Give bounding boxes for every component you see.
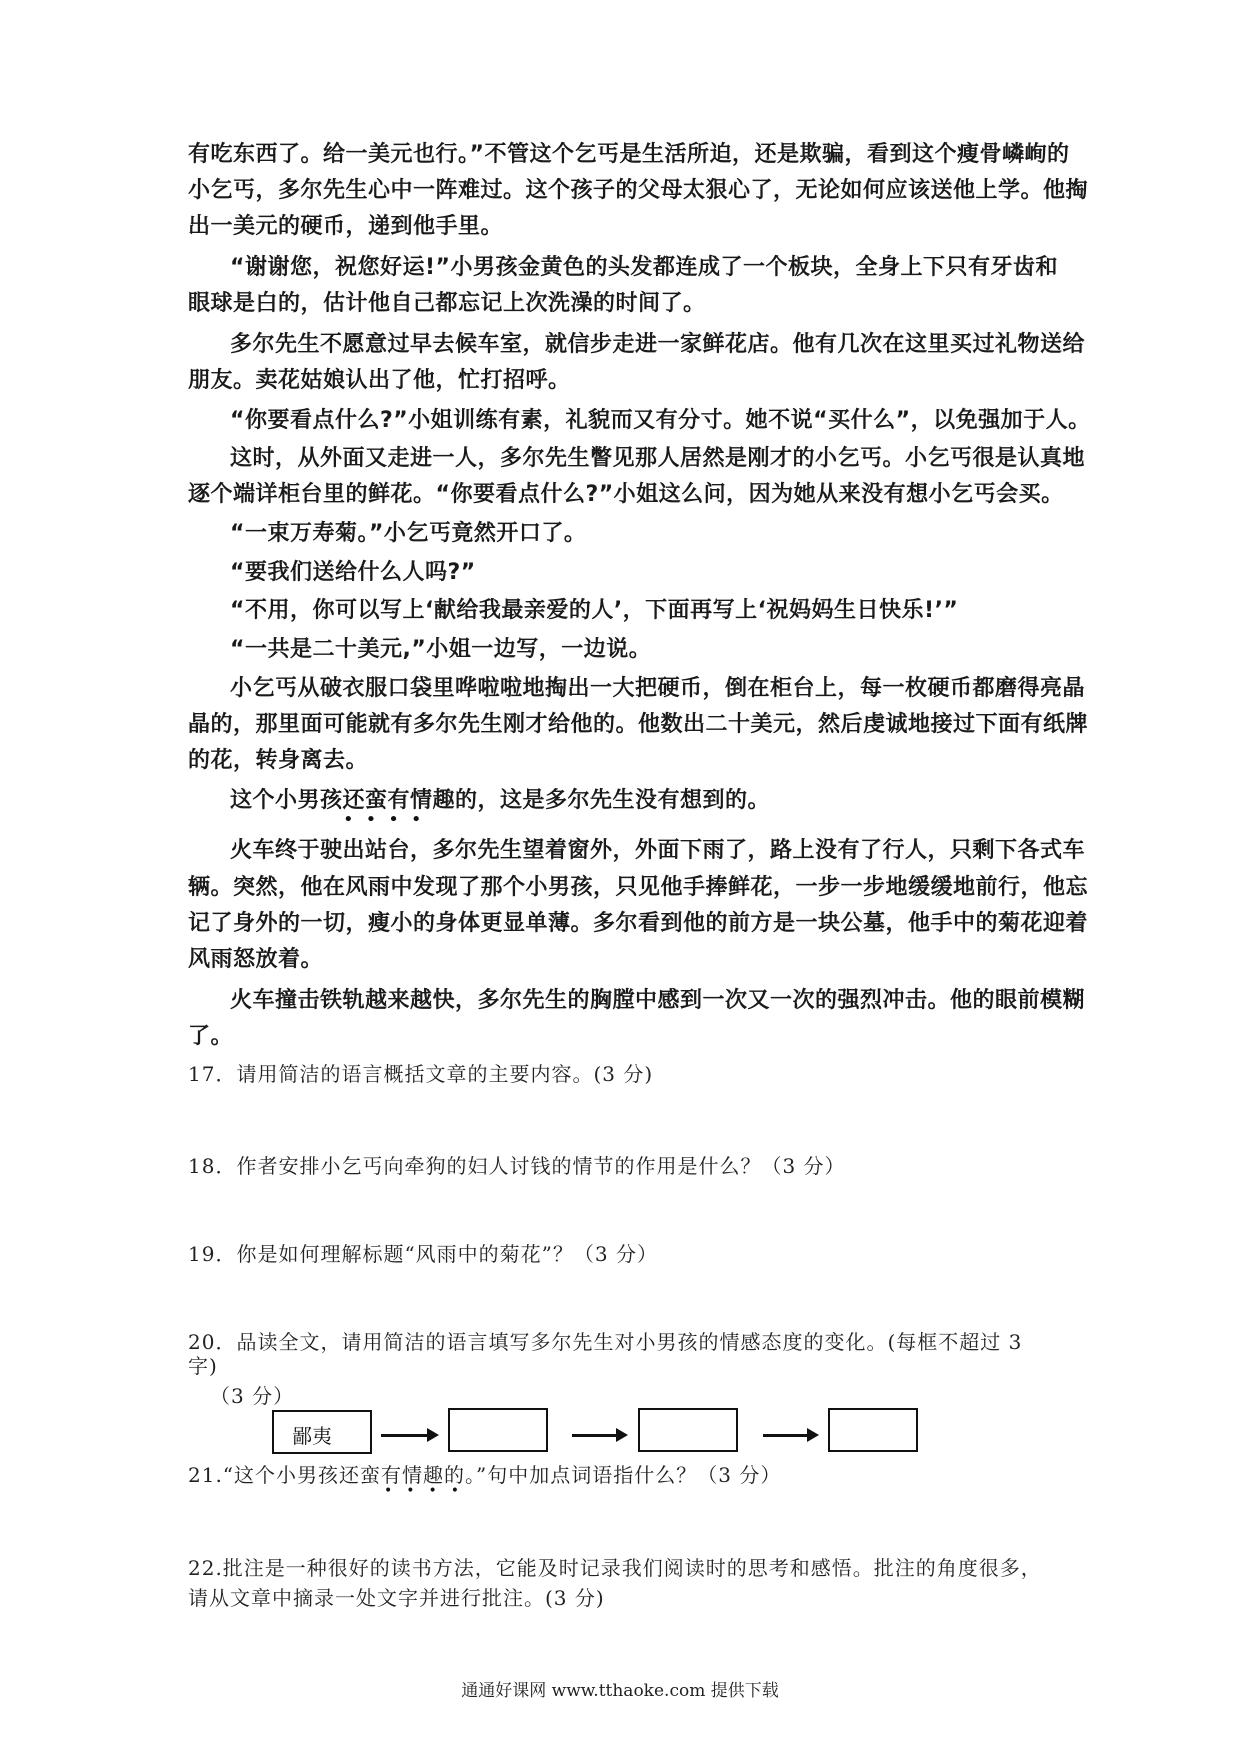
answer-box-1-text: 鄙夷 — [292, 1424, 332, 1448]
story-line: 火车终于驶出站台，多尔先生望着窗外，外面下雨了，路上没有了行人，只剩下各式车 — [230, 838, 1086, 863]
question-22: 22.批注是一种很好的读书方法，它能及时记录我们阅读时的思考和感悟。批注的角度很多， — [188, 1556, 1042, 1580]
emphasis-dots: •••• — [343, 809, 434, 830]
story-line: 风雨怒放着。 — [188, 947, 324, 972]
story-line: “一束万寿菊。”小乞丐竟然开口了。 — [230, 521, 587, 546]
answer-box-4[interactable] — [828, 1408, 918, 1452]
question-19: 19．你是如何理解标题“风雨中的菊花”？（3 分） — [188, 1242, 658, 1266]
story-line: “你要看点什么?”小姐训练有素，礼貌而又有分寸。她不说“买什么”，以免强加于人。 — [230, 408, 1091, 433]
story-line: 记了身外的一切，瘦小的身体更显单薄。多尔看到他的前方是一块公墓，他手中的菊花迎着 — [188, 911, 1089, 936]
story-line: 眼球是白的，估计他自己都忘记上次洗澡的时间了。 — [188, 291, 706, 316]
story-line: 小乞丐从破衣服口袋里哗啦啦地掏出一大把硬币，倒在柜台上，每一枚硬币都磨得亮晶 — [230, 676, 1086, 701]
story-line: 多尔先生不愿意过早去候车室，就信步走进一家鲜花店。他有几次在这里买过礼物送给 — [230, 332, 1086, 357]
story-line: 火车撞击铁轨越来越快，多尔先生的胸膛中感到一次又一次的强烈冲击。他的眼前模糊 — [230, 988, 1086, 1013]
answer-box-2[interactable] — [448, 1408, 548, 1452]
story-line: “谢谢您，祝您好运!”小男孩金黄色的头发都连成了一个板块，全身上下只有牙齿和 — [230, 255, 1058, 280]
question-20: 20．品读全文，请用简洁的语言填写多尔先生对小男孩的情感态度的变化。(每框不超过 3 — [188, 1330, 1023, 1354]
question-22-cont: 请从文章中摘录一处文字并进行批注。(3 分) — [188, 1586, 605, 1610]
question-21: 21.“这个小男孩还蛮有情趣的。”句中加点词语指什么？（3 分） — [188, 1463, 782, 1487]
story-line: 辆。突然，他在风雨中发现了那个小男孩，只见他手捧鲜花，一步一步地缓缓地前行，他忘 — [188, 875, 1089, 900]
story-line: 这时，从外面又走进一人，多尔先生瞥见那人居然是刚才的小乞丐。小乞丐很是认真地 — [230, 446, 1086, 471]
story-line: 小乞丐，多尔先生心中一阵难过。这个孩子的父母太狠心了，无论如何应该送他上学。他掏 — [188, 178, 1089, 203]
question-17: 17．请用简洁的语言概括文章的主要内容。(3 分) — [188, 1062, 654, 1086]
story-line: 这个小男孩还蛮有情趣的，这是多尔先生没有想到的。 — [230, 788, 771, 813]
story-line: “一共是二十美元,”小姐一边写，一边说。 — [230, 637, 652, 662]
arrow-icon — [572, 1434, 618, 1437]
arrow-icon — [763, 1434, 809, 1437]
arrow-icon — [381, 1434, 429, 1437]
story-line: 的花，转身离去。 — [188, 748, 369, 773]
answer-box-1 — [272, 1410, 372, 1454]
question-20-cont: 字) — [188, 1354, 218, 1378]
story-line: “要我们送给什么人吗?” — [230, 560, 476, 585]
story-line: 逐个端详柜台里的鲜花。“你要看点什么?”小姐这么问，因为她从来没有想小乞丐会买。 — [188, 482, 1064, 507]
story-line: “不用，你可以写上‘献给我最亲爱的人’，下面再写上‘祝妈妈生日快乐!’” — [230, 598, 959, 623]
story-line: 出一美元的硬币，递到他手里。 — [188, 214, 504, 239]
story-line: 朋友。卖花姑娘认出了他，忙打招呼。 — [188, 368, 571, 393]
story-line: 了。 — [188, 1024, 234, 1049]
story-line: 有吃东西了。给一美元也行。”不管这个乞丐是生活所迫，还是欺骗，看到这个瘦骨嶙峋的 — [188, 142, 1070, 167]
question-18: 18．作者安排小乞丐向牵狗的妇人讨钱的情节的作用是什么？（3 分） — [188, 1154, 846, 1178]
question-20-score: （3 分） — [210, 1384, 295, 1408]
emphasis-dots: •••• — [384, 1483, 474, 1499]
footer: 通通好课网 www.tthaoke.com 提供下载 — [461, 1681, 779, 1701]
story-line: 晶的，那里面可能就有多尔先生刚才给他的。他数出二十美元，然后虔诚地接过下面有纸牌 — [188, 712, 1089, 737]
answer-box-3[interactable] — [638, 1408, 738, 1452]
